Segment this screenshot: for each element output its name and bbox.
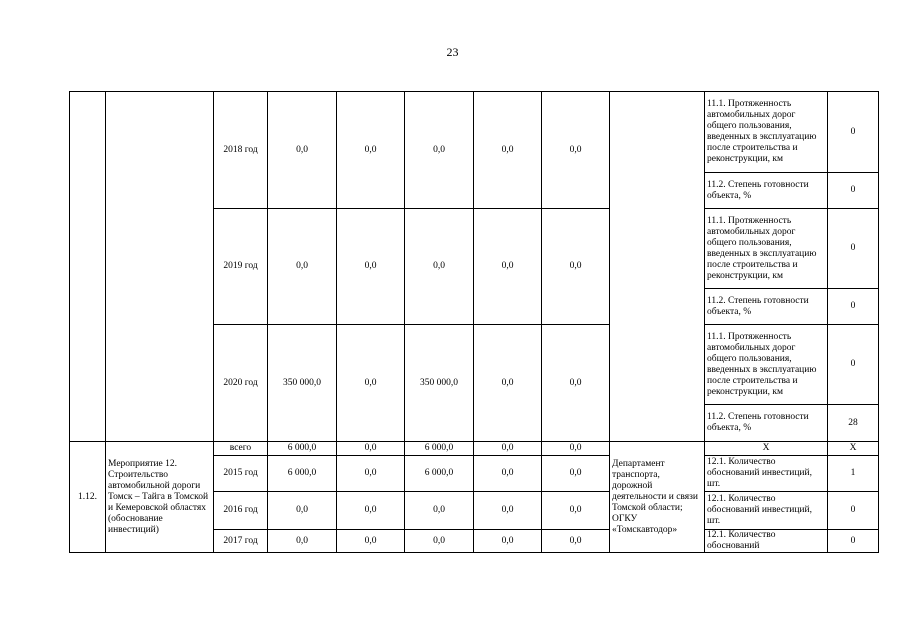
- value-cell: 350 000,0: [268, 325, 337, 442]
- indicator-value: 0: [828, 173, 879, 209]
- value-cell: 0,0: [268, 92, 337, 209]
- executor-cell-empty: [610, 92, 705, 442]
- value-cell: 0,0: [474, 92, 542, 209]
- indicator-cell: Х: [705, 442, 828, 456]
- value-cell: 0,0: [268, 530, 337, 553]
- indicator-value: 0: [828, 530, 879, 553]
- page-number: 23: [446, 45, 459, 59]
- indicator-cell: 11.2. Степень готовности объекта, %: [705, 405, 828, 442]
- indicator-value: 0: [828, 92, 879, 173]
- value-cell: 0,0: [268, 209, 337, 325]
- indicator-value: 0: [828, 209, 879, 289]
- value-cell: 0,0: [337, 209, 405, 325]
- indicator-value: 0: [828, 492, 879, 530]
- year-cell: 2020 год: [214, 325, 268, 442]
- value-cell: 0,0: [542, 456, 610, 492]
- indicator-cell: 12.1. Количество обоснований инвестиций, шт.: [705, 456, 828, 492]
- value-cell: 0,0: [337, 442, 405, 456]
- year-cell: 2019 год: [214, 209, 268, 325]
- indicator-cell: 11.1. Протяженность автомобильных дорог общего пользования, введенных в эксплуатацию после строительства и реконструкции, км: [705, 92, 828, 173]
- value-cell: 0,0: [268, 492, 337, 530]
- value-cell: 0,0: [542, 442, 610, 456]
- table-row: [70, 442, 879, 456]
- value-cell: 6 000,0: [405, 442, 474, 456]
- year-cell: 2015 год: [214, 456, 268, 492]
- value-cell: 0,0: [337, 456, 405, 492]
- value-cell: 0,0: [474, 442, 542, 456]
- indicator-cell: 11.2. Степень готовности объекта, %: [705, 289, 828, 325]
- table-row: [70, 92, 879, 173]
- value-cell: 0,0: [542, 530, 610, 553]
- value-cell: 0,0: [542, 325, 610, 442]
- event-number: 1.12.: [70, 442, 106, 553]
- value-cell: 0,0: [474, 530, 542, 553]
- indicator-value: 0: [828, 325, 879, 405]
- indicator-cell: 11.1. Протяженность автомобильных дорог общего пользования, введенных в эксплуатацию после строительства и реконструкции, км: [705, 209, 828, 289]
- value-cell: 0,0: [542, 209, 610, 325]
- num-cell-empty: [70, 92, 106, 442]
- name-cell-empty: [106, 92, 214, 442]
- year-cell: 2018 год: [214, 92, 268, 209]
- year-cell: 2016 год: [214, 492, 268, 530]
- indicator-cell: 11.1. Протяженность автомобильных дорог общего пользования, введенных в эксплуатацию после строительства и реконструкции, км: [705, 325, 828, 405]
- value-cell: 0,0: [474, 492, 542, 530]
- value-cell: 0,0: [542, 92, 610, 209]
- value-cell: 0,0: [405, 92, 474, 209]
- indicator-value: 1: [828, 456, 879, 492]
- year-cell: 2017 год: [214, 530, 268, 553]
- value-cell: 0,0: [542, 492, 610, 530]
- indicator-cell: 11.2. Степень готовности объекта, %: [705, 173, 828, 209]
- indicator-value: 0: [828, 289, 879, 325]
- value-cell: 6 000,0: [268, 442, 337, 456]
- executor-cell: Департамент транспорта, дорожной деятельности и связи Томской области; ОГКУ «Томскавтодор»: [610, 442, 705, 553]
- value-cell: 0,0: [337, 325, 405, 442]
- value-cell: 0,0: [405, 209, 474, 325]
- indicator-value: Х: [828, 442, 879, 456]
- value-cell: 6 000,0: [268, 456, 337, 492]
- indicator-value: 28: [828, 405, 879, 442]
- value-cell: 0,0: [474, 456, 542, 492]
- event-name: Мероприятие 12. Строительство автомобильной дороги Томск – Тайга в Томской и Кемеровской областях (обоснование инвестиций): [106, 442, 214, 553]
- value-cell: 0,0: [405, 492, 474, 530]
- value-cell: 0,0: [474, 209, 542, 325]
- value-cell: 0,0: [337, 530, 405, 553]
- value-cell: 0,0: [337, 492, 405, 530]
- value-cell: 6 000,0: [405, 456, 474, 492]
- indicator-cell: 12.1. Количество обоснований инвестиций, шт.: [705, 492, 828, 530]
- value-cell: 350 000,0: [405, 325, 474, 442]
- value-cell: 0,0: [474, 325, 542, 442]
- program-table: [69, 91, 879, 553]
- value-cell: 0,0: [337, 92, 405, 209]
- year-cell: всего: [214, 442, 268, 456]
- indicator-cell: 12.1. Количество обоснований: [705, 530, 828, 553]
- value-cell: 0,0: [405, 530, 474, 553]
